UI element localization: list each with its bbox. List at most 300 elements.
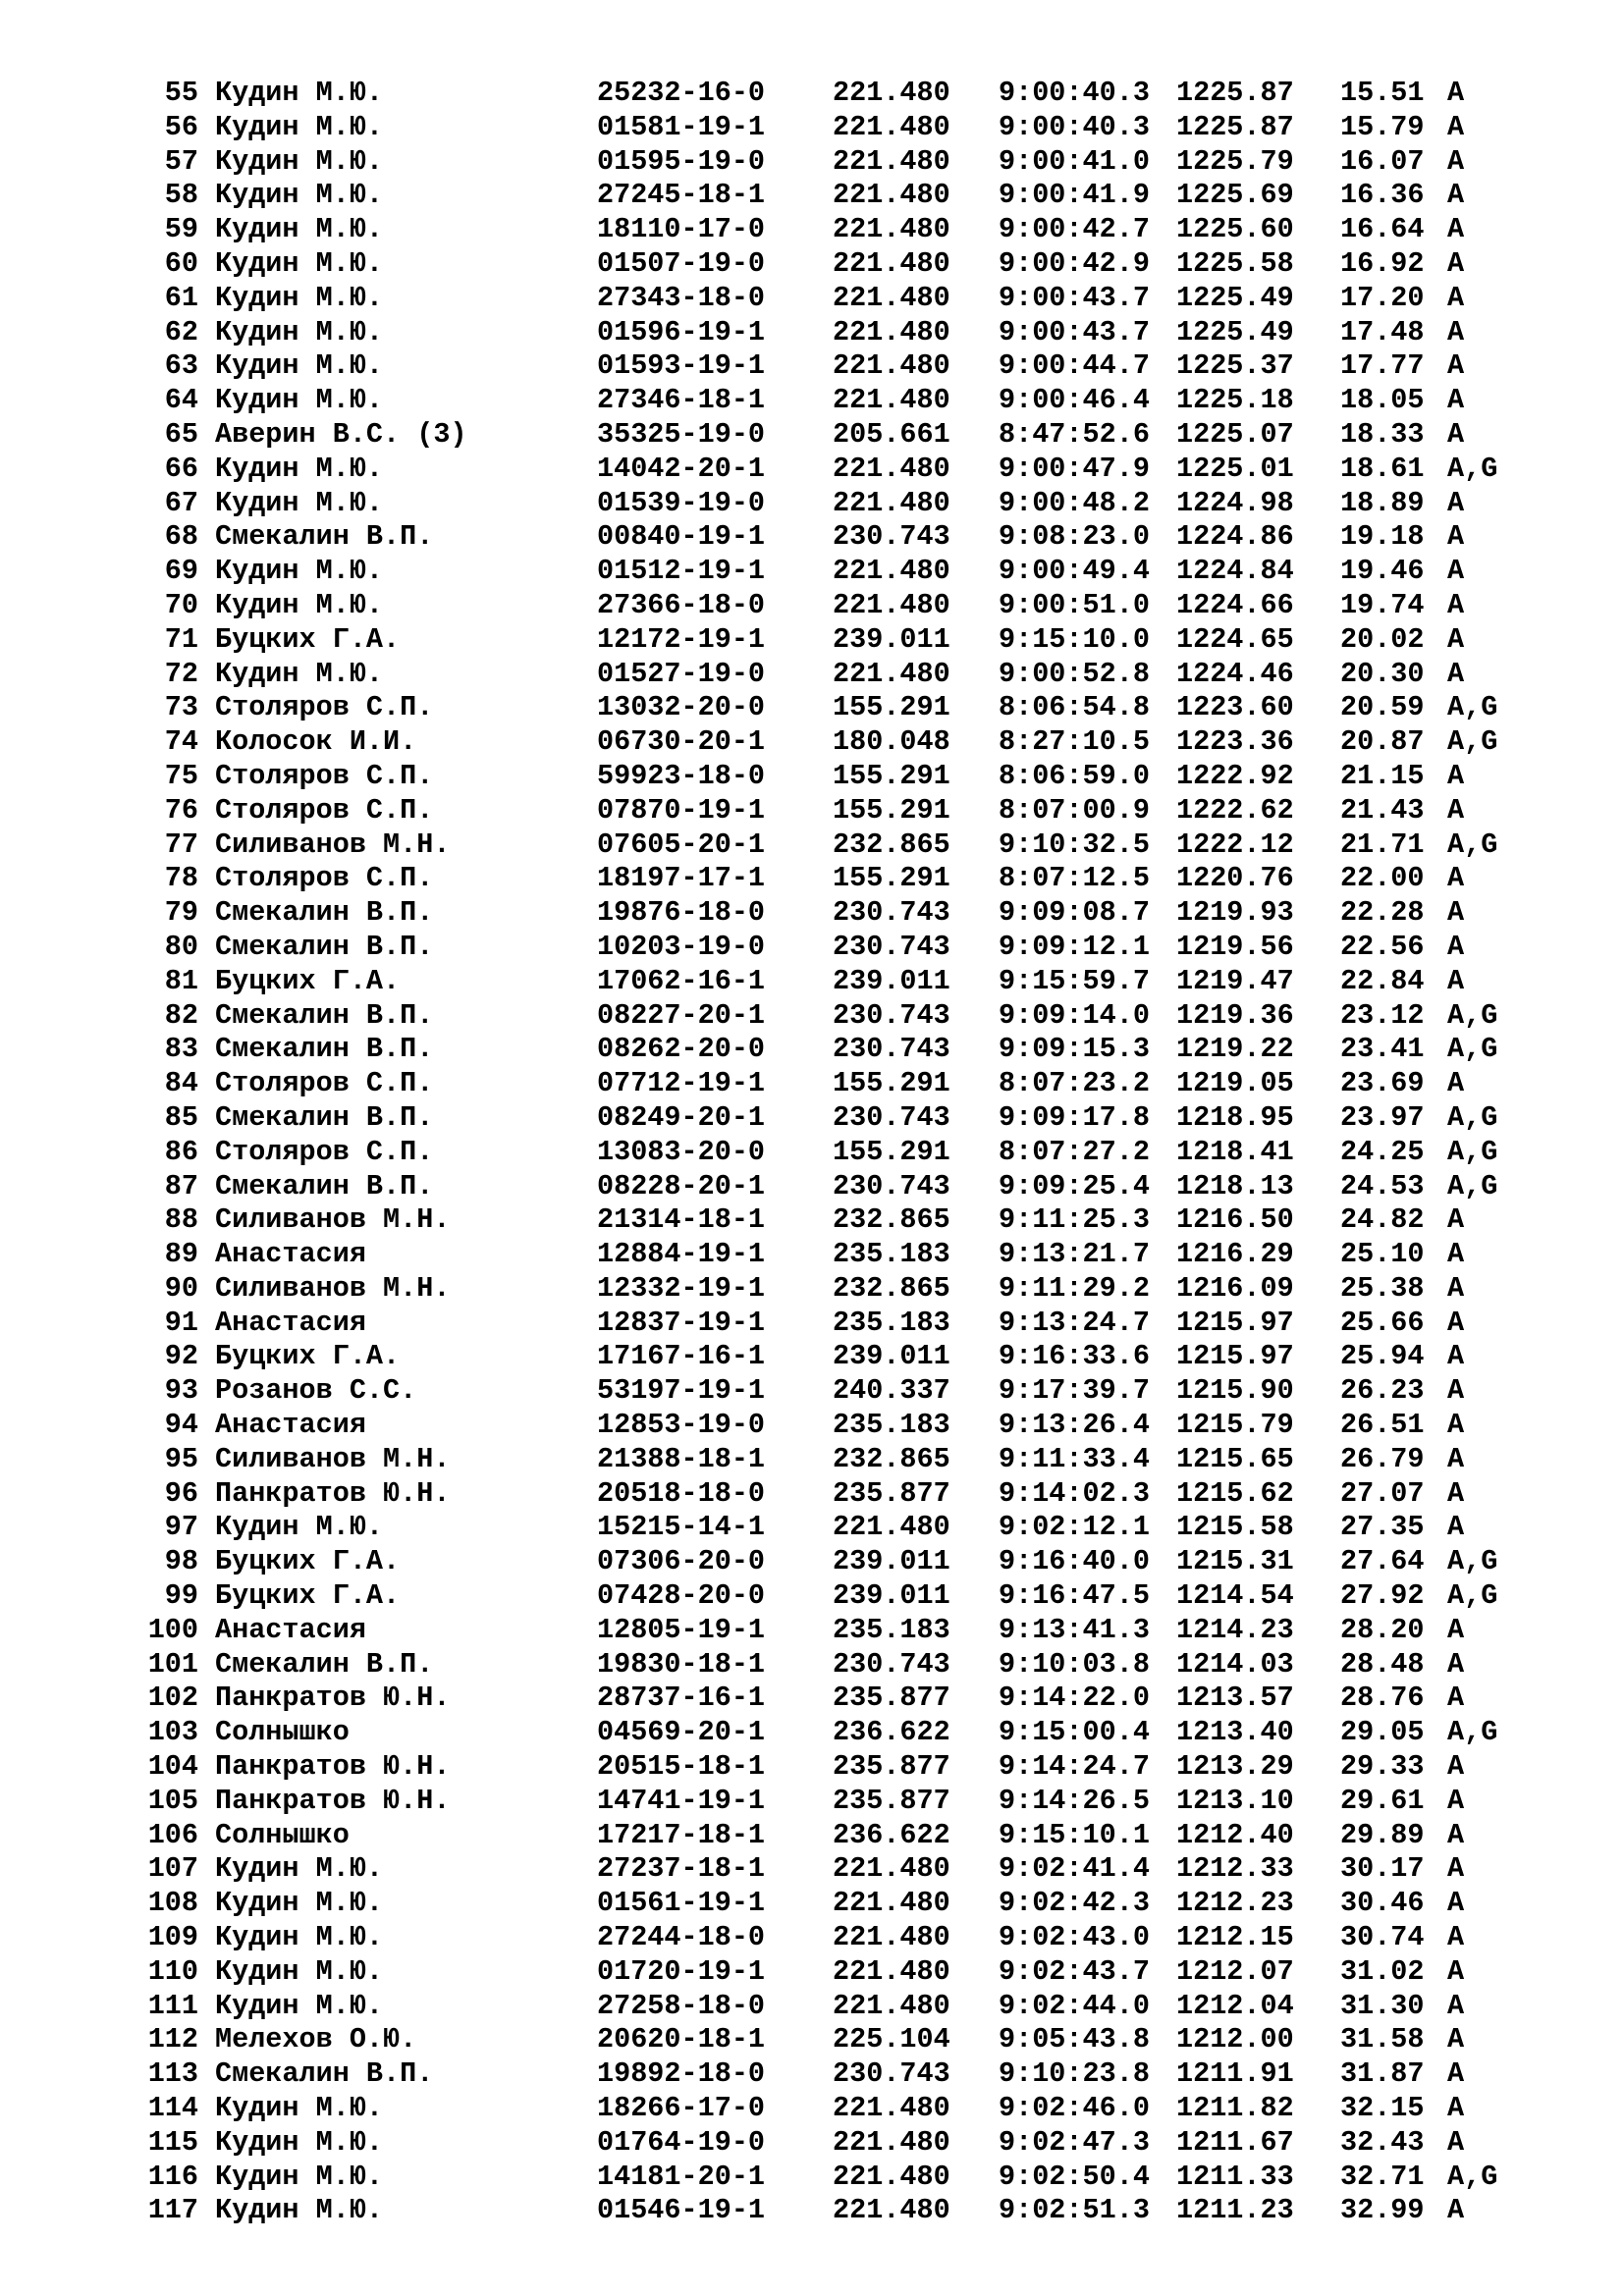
arrival-time: 9:00:52.8 <box>999 657 1150 690</box>
place-number: 93 <box>164 1374 198 1408</box>
distance: 230.743 <box>833 2057 950 2091</box>
fancier-name: Кудин М.Ю. <box>215 555 384 588</box>
fancier-name: Кудин М.Ю. <box>215 77 384 109</box>
fancier-name: Кудин М.Ю. <box>215 179 384 212</box>
place-number: 108 <box>147 1887 198 1920</box>
arrival-time: 9:00:41.9 <box>999 179 1150 212</box>
speed: 1224.65 <box>1176 622 1294 656</box>
ring-number: 53197-19-1 <box>597 1374 766 1408</box>
speed: 1214.03 <box>1176 1647 1294 1681</box>
speed: 1213.57 <box>1176 1682 1294 1715</box>
flags: A,G <box>1447 1579 1498 1613</box>
fancier-name: Кудин М.Ю. <box>215 1989 384 2022</box>
fancier-name: Кудин М.Ю. <box>215 1954 384 1988</box>
points: 30.46 <box>1340 1887 1425 1920</box>
flags: A <box>1447 417 1465 451</box>
speed: 1225.37 <box>1176 349 1294 383</box>
arrival-time: 9:13:24.7 <box>999 1306 1150 1339</box>
fancier-name: Смекалин В.П. <box>215 896 434 930</box>
fancier-name: Столяров С.П. <box>215 691 434 724</box>
points: 18.61 <box>1340 452 1425 485</box>
points: 23.41 <box>1340 1033 1425 1066</box>
distance: 232.865 <box>833 1442 950 1475</box>
place-number: 80 <box>164 930 198 963</box>
fancier-name: Кудин М.Ю. <box>215 384 384 417</box>
fancier-name: Кудин М.Ю. <box>215 1921 384 1954</box>
distance: 230.743 <box>833 1647 950 1681</box>
distance: 232.865 <box>833 1271 950 1305</box>
speed: 1222.62 <box>1176 793 1294 827</box>
arrival-time: 9:00:44.7 <box>999 349 1150 383</box>
place-number: 61 <box>164 281 198 314</box>
ring-number: 25232-16-0 <box>597 77 766 109</box>
place-number: 88 <box>164 1203 198 1237</box>
place-number: 102 <box>147 1682 198 1715</box>
arrival-time: 9:16:33.6 <box>999 1340 1150 1373</box>
distance: 155.291 <box>833 862 950 895</box>
distance: 230.743 <box>833 1033 950 1066</box>
arrival-time: 9:02:51.3 <box>999 2194 1150 2227</box>
distance: 230.743 <box>833 1169 950 1202</box>
table-row <box>0 1716 1624 1750</box>
table-row <box>0 1614 1624 1648</box>
points: 16.64 <box>1340 213 1425 246</box>
points: 17.48 <box>1340 315 1425 348</box>
flags: A <box>1447 246 1465 280</box>
place-number: 94 <box>164 1409 198 1442</box>
ring-number: 07870-19-1 <box>597 793 766 827</box>
points: 20.87 <box>1340 725 1425 759</box>
table-row <box>0 1921 1624 1955</box>
place-number: 114 <box>147 2092 198 2125</box>
fancier-name: Анастасия <box>215 1613 366 1646</box>
ring-number: 14042-20-1 <box>597 452 766 485</box>
points: 26.51 <box>1340 1409 1425 1442</box>
points: 27.64 <box>1340 1545 1425 1578</box>
table-row <box>0 1750 1624 1785</box>
points: 25.94 <box>1340 1340 1425 1373</box>
ring-number: 07712-19-1 <box>597 1067 766 1100</box>
fancier-name: Кудин М.Ю. <box>215 2125 384 2159</box>
arrival-time: 9:09:12.1 <box>999 930 1150 963</box>
flags: A <box>1447 1887 1465 1920</box>
table-row <box>0 1579 1624 1614</box>
points: 23.69 <box>1340 1067 1425 1100</box>
distance: 221.480 <box>833 2125 950 2159</box>
table-row <box>0 1545 1624 1579</box>
arrival-time: 9:00:47.9 <box>999 452 1150 485</box>
distance: 236.622 <box>833 1818 950 1851</box>
flags: A <box>1447 520 1465 554</box>
fancier-name: Кудин М.Ю. <box>215 1887 384 1920</box>
distance: 221.480 <box>833 77 950 109</box>
arrival-time: 9:10:03.8 <box>999 1647 1150 1681</box>
place-number: 92 <box>164 1340 198 1373</box>
arrival-time: 8:07:23.2 <box>999 1067 1150 1100</box>
speed: 1215.97 <box>1176 1306 1294 1339</box>
arrival-time: 9:02:12.1 <box>999 1511 1150 1544</box>
distance: 205.661 <box>833 417 950 451</box>
distance: 180.048 <box>833 725 950 759</box>
fancier-name: Кудин М.Ю. <box>215 315 384 348</box>
ring-number: 27245-18-1 <box>597 179 766 212</box>
table-row <box>0 760 1624 794</box>
points: 26.23 <box>1340 1374 1425 1408</box>
arrival-time: 9:09:14.0 <box>999 998 1150 1032</box>
ring-number: 18197-17-1 <box>597 862 766 895</box>
place-number: 109 <box>147 1921 198 1954</box>
table-row <box>0 794 1624 828</box>
ring-number: 12332-19-1 <box>597 1271 766 1305</box>
speed: 1224.98 <box>1176 486 1294 519</box>
table-row <box>0 555 1624 589</box>
table-row <box>0 111 1624 145</box>
place-number: 60 <box>164 246 198 280</box>
table-row <box>0 1990 1624 2024</box>
speed: 1219.36 <box>1176 998 1294 1032</box>
place-number: 62 <box>164 315 198 348</box>
fancier-name: Анастасия <box>215 1238 366 1271</box>
distance: 221.480 <box>833 281 950 314</box>
ring-number: 01546-19-1 <box>597 2194 766 2227</box>
fancier-name: Кудин М.Ю. <box>215 452 384 485</box>
distance: 221.480 <box>833 2092 950 2125</box>
ring-number: 12837-19-1 <box>597 1306 766 1339</box>
distance: 221.480 <box>833 486 950 519</box>
flags: A <box>1447 349 1465 383</box>
flags: A,G <box>1447 1169 1498 1202</box>
table-row <box>0 77 1624 111</box>
ring-number: 07605-20-1 <box>597 828 766 861</box>
ring-number: 14741-19-1 <box>597 1784 766 1817</box>
arrival-time: 9:11:25.3 <box>999 1203 1150 1237</box>
speed: 1215.97 <box>1176 1340 1294 1373</box>
points: 18.89 <box>1340 486 1425 519</box>
flags: A <box>1447 793 1465 827</box>
fancier-name: Кудин М.Ю. <box>215 213 384 246</box>
distance: 155.291 <box>833 1067 950 1100</box>
distance: 221.480 <box>833 110 950 143</box>
points: 24.25 <box>1340 1135 1425 1168</box>
table-row <box>0 2023 1624 2057</box>
distance: 230.743 <box>833 1100 950 1134</box>
speed: 1213.40 <box>1176 1716 1294 1749</box>
flags: A <box>1447 1067 1465 1100</box>
place-number: 98 <box>164 1545 198 1578</box>
fancier-name: Столяров С.П. <box>215 862 434 895</box>
speed: 1212.23 <box>1176 1887 1294 1920</box>
fancier-name: Смекалин В.П. <box>215 1647 434 1681</box>
points: 20.02 <box>1340 622 1425 656</box>
place-number: 76 <box>164 793 198 827</box>
ring-number: 18110-17-0 <box>597 213 766 246</box>
arrival-time: 9:14:22.0 <box>999 1682 1150 1715</box>
flags: A,G <box>1447 691 1498 724</box>
flags: A <box>1447 862 1465 895</box>
arrival-time: 9:09:08.7 <box>999 896 1150 930</box>
speed: 1218.95 <box>1176 1100 1294 1134</box>
arrival-time: 9:16:47.5 <box>999 1579 1150 1613</box>
place-number: 112 <box>147 2023 198 2056</box>
speed: 1225.87 <box>1176 77 1294 109</box>
table-row <box>0 1852 1624 1887</box>
fancier-name: Кудин М.Ю. <box>215 486 384 519</box>
arrival-time: 9:02:42.3 <box>999 1887 1150 1920</box>
fancier-name: Кудин М.Ю. <box>215 246 384 280</box>
speed: 1214.23 <box>1176 1613 1294 1646</box>
arrival-time: 9:15:10.0 <box>999 622 1150 656</box>
distance: 235.877 <box>833 1682 950 1715</box>
fancier-name: Смекалин В.П. <box>215 520 434 554</box>
place-number: 111 <box>147 1989 198 2022</box>
points: 25.10 <box>1340 1238 1425 1271</box>
distance: 221.480 <box>833 315 950 348</box>
ring-number: 01720-19-1 <box>597 1954 766 1988</box>
arrival-time: 8:07:12.5 <box>999 862 1150 895</box>
flags: A <box>1447 1374 1465 1408</box>
speed: 1222.92 <box>1176 759 1294 792</box>
fancier-name: Кудин М.Ю. <box>215 2092 384 2125</box>
ring-number: 27343-18-0 <box>597 281 766 314</box>
ring-number: 10203-19-0 <box>597 930 766 963</box>
place-number: 110 <box>147 1954 198 1988</box>
fancier-name: Кудин М.Ю. <box>215 349 384 383</box>
arrival-time: 9:14:24.7 <box>999 1750 1150 1784</box>
flags: A <box>1447 1921 1465 1954</box>
arrival-time: 9:17:39.7 <box>999 1374 1150 1408</box>
fancier-name: Смекалин В.П. <box>215 930 434 963</box>
arrival-time: 9:09:17.8 <box>999 1100 1150 1134</box>
points: 20.59 <box>1340 691 1425 724</box>
speed: 1225.60 <box>1176 213 1294 246</box>
place-number: 73 <box>164 691 198 724</box>
flags: A <box>1447 1476 1465 1510</box>
speed: 1215.31 <box>1176 1545 1294 1578</box>
points: 15.79 <box>1340 110 1425 143</box>
place-number: 104 <box>147 1750 198 1784</box>
table-row <box>0 1477 1624 1512</box>
flags: A <box>1447 384 1465 417</box>
ring-number: 08228-20-1 <box>597 1169 766 1202</box>
arrival-time: 9:02:43.7 <box>999 1954 1150 1988</box>
fancier-name: Смекалин В.П. <box>215 2057 434 2091</box>
speed: 1224.84 <box>1176 555 1294 588</box>
ring-number: 19830-18-1 <box>597 1647 766 1681</box>
arrival-time: 9:10:32.5 <box>999 828 1150 861</box>
flags: A <box>1447 1613 1465 1646</box>
fancier-name: Кудин М.Ю. <box>215 1511 384 1544</box>
distance: 155.291 <box>833 1135 950 1168</box>
points: 32.15 <box>1340 2092 1425 2125</box>
table-row <box>0 384 1624 418</box>
points: 27.92 <box>1340 1579 1425 1613</box>
flags: A <box>1447 622 1465 656</box>
ring-number: 01596-19-1 <box>597 315 766 348</box>
speed: 1225.49 <box>1176 315 1294 348</box>
table-row <box>0 1682 1624 1716</box>
fancier-name: Силиванов М.Н. <box>215 1442 451 1475</box>
flags: A <box>1447 1852 1465 1886</box>
ring-number: 18266-17-0 <box>597 2092 766 2125</box>
arrival-time: 9:00:43.7 <box>999 315 1150 348</box>
ring-number: 12884-19-1 <box>597 1238 766 1271</box>
flags: A,G <box>1447 452 1498 485</box>
ring-number: 08249-20-1 <box>597 1100 766 1134</box>
flags: A <box>1447 964 1465 997</box>
table-row <box>0 2092 1624 2126</box>
flags: A <box>1447 1238 1465 1271</box>
place-number: 106 <box>147 1818 198 1851</box>
flags: A <box>1447 1750 1465 1784</box>
fancier-name: Анастасия <box>215 1409 366 1442</box>
place-number: 77 <box>164 828 198 861</box>
place-number: 55 <box>164 77 198 109</box>
flags: A <box>1447 1203 1465 1237</box>
place-number: 115 <box>147 2125 198 2159</box>
distance: 239.011 <box>833 964 950 997</box>
place-number: 85 <box>164 1100 198 1134</box>
distance: 221.480 <box>833 213 950 246</box>
arrival-time: 9:14:02.3 <box>999 1476 1150 1510</box>
distance: 230.743 <box>833 998 950 1032</box>
distance: 221.480 <box>833 1989 950 2022</box>
table-row <box>0 1785 1624 1819</box>
fancier-name: Анастасия <box>215 1306 366 1339</box>
distance: 236.622 <box>833 1716 950 1749</box>
place-number: 78 <box>164 862 198 895</box>
arrival-time: 9:02:44.0 <box>999 1989 1150 2022</box>
flags: A <box>1447 2023 1465 2056</box>
flags: A <box>1447 1511 1465 1544</box>
ring-number: 04569-20-1 <box>597 1716 766 1749</box>
ring-number: 20620-18-1 <box>597 2023 766 2056</box>
flags: A <box>1447 1271 1465 1305</box>
table-row <box>0 1443 1624 1477</box>
distance: 221.480 <box>833 2194 950 2227</box>
ring-number: 28737-16-1 <box>597 1682 766 1715</box>
fancier-name: Аверин В.С. (3) <box>215 417 467 451</box>
distance: 225.104 <box>833 2023 950 2056</box>
points: 30.17 <box>1340 1852 1425 1886</box>
fancier-name: Буцких Г.А. <box>215 1579 401 1613</box>
speed: 1219.56 <box>1176 930 1294 963</box>
speed: 1225.87 <box>1176 110 1294 143</box>
arrival-time: 9:02:50.4 <box>999 2160 1150 2193</box>
points: 31.02 <box>1340 1954 1425 1988</box>
points: 29.33 <box>1340 1750 1425 1784</box>
flags: A <box>1447 179 1465 212</box>
flags: A <box>1447 588 1465 621</box>
place-number: 99 <box>164 1579 198 1613</box>
distance: 235.183 <box>833 1306 950 1339</box>
arrival-time: 9:15:00.4 <box>999 1716 1150 1749</box>
distance: 155.291 <box>833 691 950 724</box>
arrival-time: 8:27:10.5 <box>999 725 1150 759</box>
ring-number: 27244-18-0 <box>597 1921 766 1954</box>
points: 32.99 <box>1340 2194 1425 2227</box>
distance: 221.480 <box>833 144 950 178</box>
flags: A,G <box>1447 1033 1498 1066</box>
ring-number: 35325-19-0 <box>597 417 766 451</box>
place-number: 113 <box>147 2057 198 2091</box>
arrival-time: 8:06:59.0 <box>999 759 1150 792</box>
table-row <box>0 965 1624 999</box>
arrival-time: 9:00:43.7 <box>999 281 1150 314</box>
table-row <box>0 1340 1624 1374</box>
fancier-name: Буцких Г.А. <box>215 1545 401 1578</box>
ring-number: 21388-18-1 <box>597 1442 766 1475</box>
place-number: 83 <box>164 1033 198 1066</box>
ring-number: 13032-20-0 <box>597 691 766 724</box>
speed: 1215.79 <box>1176 1409 1294 1442</box>
ring-number: 01561-19-1 <box>597 1887 766 1920</box>
fancier-name: Силиванов М.Н. <box>215 1271 451 1305</box>
fancier-name: Кудин М.Ю. <box>215 1852 384 1886</box>
arrival-time: 9:13:21.7 <box>999 1238 1150 1271</box>
table-row <box>0 1170 1624 1204</box>
distance: 221.480 <box>833 179 950 212</box>
speed: 1220.76 <box>1176 862 1294 895</box>
distance: 235.877 <box>833 1750 950 1784</box>
ring-number: 08262-20-0 <box>597 1033 766 1066</box>
fancier-name: Буцких Г.А. <box>215 622 401 656</box>
speed: 1216.09 <box>1176 1271 1294 1305</box>
speed: 1211.67 <box>1176 2125 1294 2159</box>
speed: 1211.82 <box>1176 2092 1294 2125</box>
fancier-name: Кудин М.Ю. <box>215 144 384 178</box>
table-row <box>0 453 1624 487</box>
table-row <box>0 999 1624 1034</box>
distance: 221.480 <box>833 1921 950 1954</box>
flags: A,G <box>1447 725 1498 759</box>
ring-number: 17167-16-1 <box>597 1340 766 1373</box>
table-row <box>0 725 1624 760</box>
fancier-name: Кудин М.Ю. <box>215 588 384 621</box>
table-row <box>0 213 1624 247</box>
speed: 1215.58 <box>1176 1511 1294 1544</box>
place-number: 72 <box>164 657 198 690</box>
flags: A <box>1447 315 1465 348</box>
distance: 235.877 <box>833 1784 950 1817</box>
points: 23.97 <box>1340 1100 1425 1134</box>
ring-number: 12853-19-0 <box>597 1409 766 1442</box>
ring-number: 19892-18-0 <box>597 2057 766 2091</box>
table-row <box>0 1511 1624 1545</box>
arrival-time: 8:47:52.6 <box>999 417 1150 451</box>
place-number: 70 <box>164 588 198 621</box>
table-row <box>0 828 1624 863</box>
flags: A <box>1447 1784 1465 1817</box>
place-number: 84 <box>164 1067 198 1100</box>
ring-number: 06730-20-1 <box>597 725 766 759</box>
ring-number: 27366-18-0 <box>597 588 766 621</box>
table-row <box>0 1033 1624 1067</box>
ring-number: 12172-19-1 <box>597 622 766 656</box>
ring-number: 01507-19-0 <box>597 246 766 280</box>
flags: A,G <box>1447 1100 1498 1134</box>
speed: 1212.40 <box>1176 1818 1294 1851</box>
distance: 221.480 <box>833 1954 950 1988</box>
points: 25.38 <box>1340 1271 1425 1305</box>
fancier-name: Панкратов Ю.Н. <box>215 1682 451 1715</box>
speed: 1215.90 <box>1176 1374 1294 1408</box>
arrival-time: 9:00:42.7 <box>999 213 1150 246</box>
fancier-name: Силиванов М.Н. <box>215 1203 451 1237</box>
points: 17.20 <box>1340 281 1425 314</box>
table-row <box>0 1238 1624 1272</box>
arrival-time: 9:00:41.0 <box>999 144 1150 178</box>
fancier-name: Смекалин В.П. <box>215 1100 434 1134</box>
